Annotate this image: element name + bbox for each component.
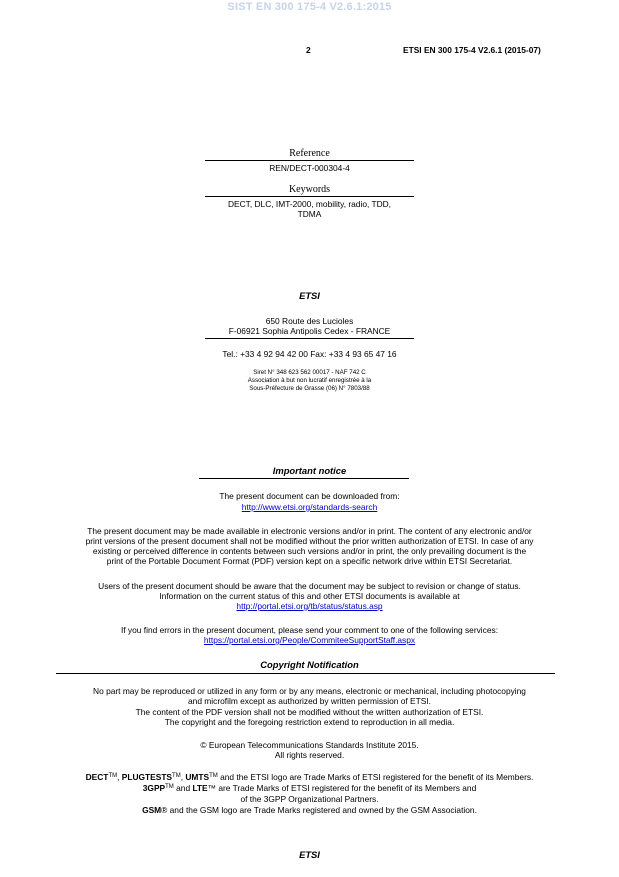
trademark-gsm: GSM bbox=[142, 805, 162, 815]
keywords-rule bbox=[205, 196, 414, 197]
keywords-line-1: DECT, DLC, IMT-2000, mobility, radio, TDD, bbox=[227, 199, 392, 209]
download-text: The present document can be downloaded from: bbox=[219, 491, 400, 501]
notice-p1-line-2: print versions of the present document shall not be modified without the prior written authorization of ETSI. In case of any bbox=[85, 536, 534, 546]
copyright-line-6: All rights reserved. bbox=[274, 750, 345, 760]
phone-fax: Tel.: +33 4 92 94 42 00 Fax: +33 4 93 65 47 16 bbox=[222, 349, 397, 359]
notice-p2-line-1: Users of the present document should be aware that the document may be subject to revision or change of status. bbox=[98, 581, 521, 591]
trademark-line-1: DECT™, PLUGTESTS™, UMTS™ and the ETSI logo are Trade Marks of ETSI registered for the benefit of its Members. bbox=[85, 772, 534, 782]
status-link[interactable]: http://portal.etsi.org/tb/status/status.asp bbox=[236, 601, 383, 611]
notice-p1-line-4: print of the Portable Document Format (PDF) version kept on a specific network drive within ETSI Secretariat. bbox=[106, 556, 513, 566]
reference-value: REN/DECT-000304-4 bbox=[269, 163, 350, 173]
copyright-line-5: © European Telecommunications Standards Institute 2015. bbox=[200, 740, 419, 750]
trademark-lte: LTE bbox=[192, 783, 208, 793]
notice-p1-line-3: existing or perceived difference in contents between such versions and/or in print, the only prevailing document is the bbox=[92, 546, 527, 556]
notice-p1-line-1: The present document may be made available in electronic versions and/or in print. The content of any electronic and/or bbox=[87, 526, 532, 536]
trademark-plugtests: PLUGTESTS bbox=[121, 772, 173, 782]
trademark-3gpp: 3GPP bbox=[142, 783, 166, 793]
notice-p3-line-1: If you find errors in the present document, please send your comment to one of the following services: bbox=[120, 625, 499, 635]
copyright-title: Copyright Notification bbox=[260, 659, 359, 670]
watermark: SIST EN 300 175-4 V2.6.1:2015 bbox=[227, 1, 392, 13]
trademark-dect: DECT bbox=[85, 772, 109, 782]
notice-p2-line-2: Information on the current status of this and other ETSI documents is available at bbox=[159, 591, 460, 601]
copyright-line-3: The content of the PDF version shall not be modified without the written authorization of ETSI. bbox=[135, 707, 484, 717]
trademark-line-4: GSM® and the GSM logo are Trade Marks registered and owned by the GSM Association. bbox=[142, 805, 477, 815]
trademark-line-3: of the 3GPP Organizational Partners. bbox=[240, 794, 379, 804]
trademark-umts: UMTS bbox=[185, 772, 210, 782]
notice-rule bbox=[199, 478, 409, 479]
address-line-1: 650 Route des Lucioles bbox=[265, 316, 354, 326]
trademark-line-2: 3GPP™ and LTE™ are Trade Marks of ETSI registered for the benefit of its Members and bbox=[142, 783, 477, 793]
address-line-2: F-06921 Sophia Antipolis Cedex - FRANCE bbox=[228, 326, 391, 336]
org-name: ETSI bbox=[299, 290, 320, 301]
support-link[interactable]: https://portal.etsi.org/People/CommiteeSupportStaff.aspx bbox=[203, 635, 416, 645]
download-link[interactable]: http://www.etsi.org/standards-search bbox=[241, 502, 378, 512]
siret-line-3: Sous-Préfecture de Grasse (06) N° 7803/88 bbox=[249, 385, 370, 392]
copyright-line-1: No part may be reproduced or utilized in any form or by any means, electronic or mechanical, including photocopying bbox=[93, 686, 526, 696]
document-id: ETSI EN 300 175-4 V2.6.1 (2015-07) bbox=[403, 45, 541, 55]
reference-rule bbox=[205, 160, 414, 161]
siret-line-1: Siret N° 348 623 562 00017 - NAF 742 C bbox=[253, 369, 366, 376]
reference-label: Reference bbox=[289, 148, 330, 159]
keywords-line-2: TDMA bbox=[297, 209, 322, 219]
copyright-rule bbox=[56, 673, 555, 674]
address-rule bbox=[205, 338, 414, 339]
footer-org: ETSI bbox=[299, 849, 320, 860]
copyright-line-2: and microfilm except as authorized by written permission of ETSI. bbox=[188, 696, 431, 706]
notice-title: Important notice bbox=[272, 465, 347, 476]
keywords-label: Keywords bbox=[288, 184, 331, 195]
copyright-line-4: The copyright and the foregoing restriction extend to reproduction in all media. bbox=[164, 717, 455, 727]
page-number: 2 bbox=[306, 45, 311, 55]
siret-line-2: Association à but non lucratif enregistrée à la bbox=[247, 377, 372, 384]
